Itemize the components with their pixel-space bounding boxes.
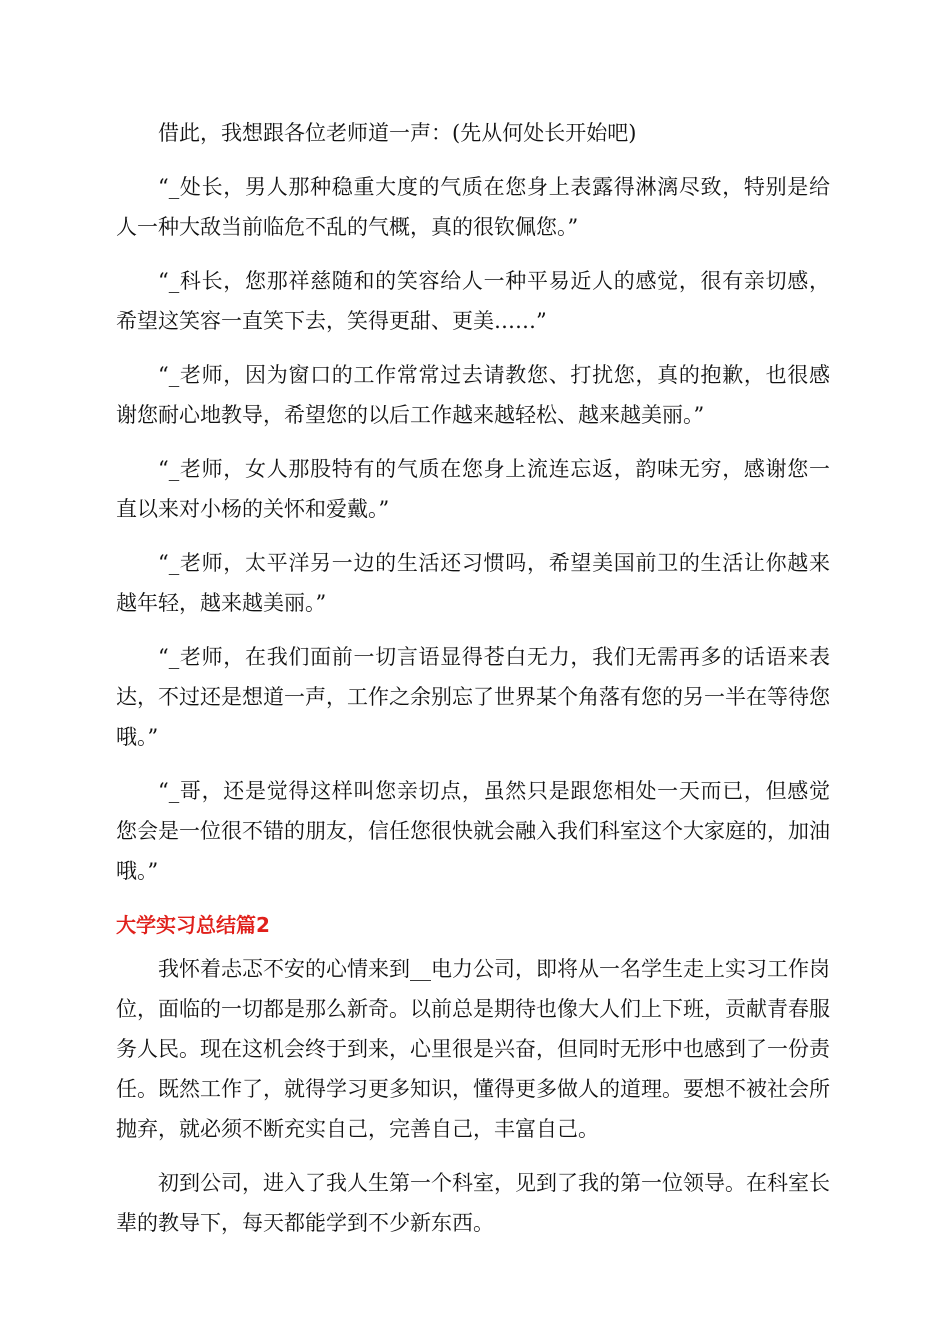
paragraph-teacher-window: “_老师，因为窗口的工作常常过去请教您、打扰您，真的抱歉，也很感谢您耐心地教导，希望您的以后工作越来越轻松、越来越美丽。” [116, 363, 830, 427]
paragraph-teacher-temperament: “_老师，女人那股特有的气质在您身上流连忘返，韵味无穷，感谢您一直以来对小杨的关怀和爱戴。” [116, 457, 830, 521]
paragraph-teacher-words: “_老师，在我们面前一切言语显得苍白无力，我们无需再多的话语来表达，不过还是想道一声，工作之余别忘了世界某个角落有您的另一半在等待您哦。” [116, 645, 830, 749]
document-body [116, 113, 830, 1257]
paragraph-teacher-pacific: “_老师，太平洋另一边的生活还习惯吗，希望美国前卫的生活让你越来越年轻，越来越美丽。” [116, 551, 830, 615]
paragraph-director: “_处长，男人那种稳重大度的气质在您身上表露得淋漓尽致，特别是给人一种大敌当前临危不乱的气概，真的很钦佩您。” [116, 175, 830, 239]
intro-paragraph: 借此，我想跟各位老师道一声：(先从何处长开始吧) [158, 121, 637, 145]
paragraph-brother: “_哥，还是觉得这样叫您亲切点，虽然只是跟您相处一天而已，但感觉您会是一位很不错的朋友，信任您很快就会融入我们科室这个大家庭的，加油哦。” [116, 779, 830, 883]
paragraph-first-office: 初到公司，进入了我人生第一个科室，见到了我的第一位领导。在科室长辈的教导下，每天都能学到不少新东西。 [116, 1171, 830, 1235]
paragraph-arrival: 我怀着忐忑不安的心情来到__电力公司，即将从一名学生走上实习工作岗位，面临的一切都是那么新奇。以前总是期待也像大人们上下班，贡献青春服务人民。现在这机会终于到来，心里很是兴奋，但同时无形中也感到了一份责任。既然工作了，就得学习更多知识，懂得更多做人的道理。要想不被社会所抛弃，就必须不断充实自己，完善自己，丰富自己。 [116, 957, 830, 1141]
paragraph-section-chief: “_科长，您那祥慈随和的笑容给人一种平易近人的感觉，很有亲切感，希望这笑容一直笑下去，笑得更甜、更美……” [116, 269, 830, 333]
section-heading: 大学实习总结篇2 [116, 913, 270, 937]
